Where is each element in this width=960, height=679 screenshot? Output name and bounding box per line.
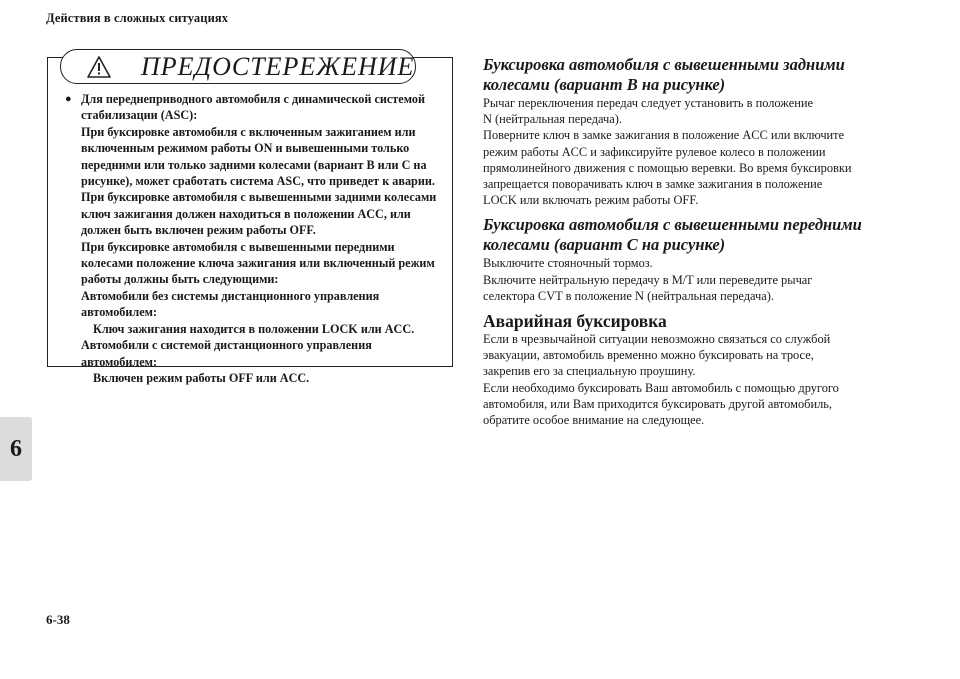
body-line: Поверните ключ в замке зажигания в положение ACC или включите — [483, 128, 845, 143]
body-line: LOCK или включать режим работы OFF. — [483, 193, 699, 208]
warning-line: автомобилем: — [81, 305, 158, 320]
chapter-tab — [0, 417, 32, 481]
bullet-icon: ● — [65, 93, 72, 105]
warning-line: должен быть включен режим работы OFF. — [81, 223, 316, 238]
section-tow-front-lifted — [483, 215, 903, 304]
section-tow-rear-lifted — [483, 55, 903, 208]
warning-line: При буксировке автомобиля с вывешенными передними — [81, 239, 395, 254]
section-body — [483, 255, 903, 304]
running-header: Действия в сложных ситуациях — [46, 11, 229, 25]
section-heading: колесами (вариант B на рисунке) — [483, 75, 726, 94]
warning-title-banner — [60, 49, 416, 84]
body-line: Если в чрезвычайной ситуации невозможно связаться со службой — [483, 332, 831, 347]
warning-body — [66, 91, 448, 386]
warning-line: Включен режим работы OFF или ACC. — [93, 370, 310, 385]
warning-line: работы должны быть следующими: — [81, 272, 279, 287]
warning-line: При буксировке автомобиля с включенным зажиганием или — [81, 124, 416, 139]
body-line: Рычаг переключения передач следует установить в положение — [483, 96, 813, 110]
section-heading: Буксировка автомобиля с вывешенными задними — [483, 55, 845, 74]
warning-line: Для переднеприводного автомобиля с динамической системой — [81, 92, 425, 106]
section-body — [483, 95, 903, 208]
warning-line: включенным режимом работы ON и вывешенными только — [81, 141, 410, 156]
body-line: обратите особое внимание на следующее. — [483, 413, 705, 428]
section-heading: Аварийная буксировка — [483, 311, 667, 332]
warning-line: Ключ зажигания находится в положении LOCK или ACC. — [93, 321, 415, 336]
body-line: Если необходимо буксировать Ваш автомобиль с помощью другого — [483, 380, 839, 395]
body-line: N (нейтральная передача). — [483, 112, 622, 127]
section-heading: Буксировка автомобиля с вывешенными передними — [483, 215, 862, 235]
body-line: режим работы ACC и зафиксируйте рулевое колесо в положении — [483, 144, 826, 159]
body-line: автомобиля, или Вам приходится буксировать другой автомобиль, — [483, 396, 833, 411]
warning-line: передними или только задними колесами (вариант B или C на — [81, 157, 427, 172]
warning-line: Автомобили без системы дистанционного управления — [81, 288, 380, 303]
warning-line: Автомобили с системой дистанционного управления — [81, 338, 372, 353]
warning-box — [47, 52, 453, 385]
warning-title: ПРЕДОСТЕРЕЖЕНИЕ — [141, 52, 415, 81]
body-line: закрепив его за специальную проушину. — [483, 364, 696, 379]
body-line: эвакуации, автомобиль временно можно буксировать на тросе, — [483, 348, 814, 363]
body-line: прямолинейного движения с помощью веревки. Во время буксировки — [483, 160, 852, 175]
warning-line: При буксировке автомобиля с вывешенными задними колесами — [81, 190, 437, 205]
section-heading: колесами (вариант C на рисунке) — [483, 235, 726, 255]
body-line: Выключите стояночный тормоз. — [483, 256, 653, 271]
chapter-tab-label: 6 — [10, 435, 22, 462]
warning-line: колесами положение ключа зажигания или включенный режим — [81, 256, 435, 271]
warning-triangle-icon — [87, 56, 111, 78]
page-number: 6-38 — [46, 612, 70, 627]
warning-line: стабилизации (ASC): — [81, 108, 198, 123]
body-line: Включите нейтральную передачу в M/T или переведите рычаг — [483, 272, 813, 287]
section-body — [483, 331, 903, 428]
warning-line: ключ зажигания должен находиться в положении ACC, или — [81, 206, 411, 221]
right-column — [483, 55, 903, 428]
body-line: селектора CVT в положение N (нейтральная передача). — [483, 288, 775, 303]
warning-line: автомобилем: — [81, 354, 158, 369]
section-emergency-towing — [483, 311, 903, 428]
body-line: запрещается поворачивать ключ в замке зажигания в положение — [483, 177, 823, 192]
warning-line: рисунке), может сработать система ASC, что приведет к аварии. — [81, 174, 435, 189]
